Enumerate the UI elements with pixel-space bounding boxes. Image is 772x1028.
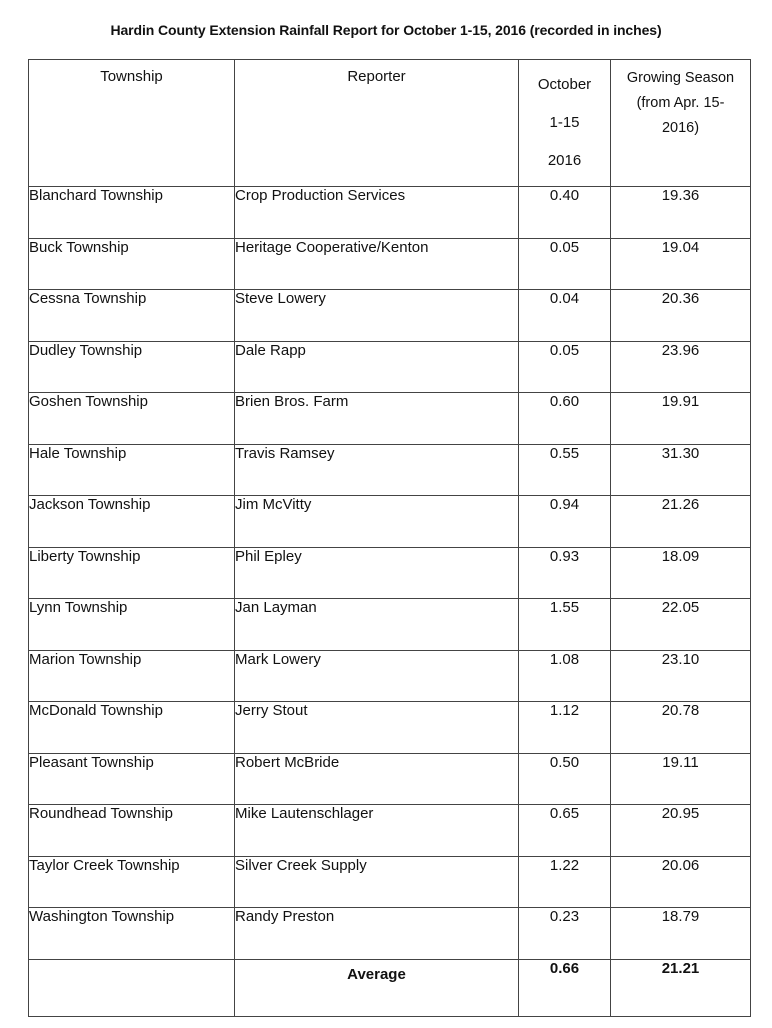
table-row — [29, 290, 751, 342]
growing-season-cell: 20.78 — [611, 702, 751, 754]
reporter-cell: Robert McBride — [235, 753, 519, 805]
header-township: Township — [29, 60, 235, 187]
average-october: 0.66 — [519, 959, 611, 1016]
average-label: Average — [235, 959, 519, 1016]
township-cell: Blanchard Township — [29, 187, 235, 239]
report-title: Hardin County Extension Rainfall Report for October 1-15, 2016 (recorded in inches) — [110, 22, 662, 38]
table-row — [29, 650, 751, 702]
growing-season-cell: 18.09 — [611, 547, 751, 599]
header-october-line: 1-15 — [549, 114, 580, 131]
growing-season-cell: 23.10 — [611, 650, 751, 702]
township-cell: Marion Township — [29, 650, 235, 702]
october-cell: 0.05 — [519, 341, 611, 393]
township-cell: Lynn Township — [29, 599, 235, 651]
reporter-cell: Crop Production Services — [235, 187, 519, 239]
township-cell: Cessna Township — [29, 290, 235, 342]
township-cell: Goshen Township — [29, 393, 235, 445]
growing-season-cell: 22.05 — [611, 599, 751, 651]
table-row — [29, 753, 751, 805]
township-cell: Washington Township — [29, 908, 235, 960]
growing-season-cell: 19.04 — [611, 238, 751, 290]
table-row — [29, 444, 751, 496]
october-cell: 0.94 — [519, 496, 611, 548]
header-october — [519, 60, 611, 187]
township-cell: Hale Township — [29, 444, 235, 496]
reporter-cell: Travis Ramsey — [235, 444, 519, 496]
october-cell: 0.23 — [519, 908, 611, 960]
township-cell: Jackson Township — [29, 496, 235, 548]
growing-season-cell: 18.79 — [611, 908, 751, 960]
growing-season-cell: 20.95 — [611, 805, 751, 857]
table-header-row — [29, 60, 751, 187]
average-empty-cell — [29, 959, 235, 1016]
october-cell: 1.22 — [519, 856, 611, 908]
table-row — [29, 187, 751, 239]
growing-season-cell: 21.26 — [611, 496, 751, 548]
average-growing: 21.21 — [611, 959, 751, 1016]
header-october-line: 2016 — [547, 152, 582, 169]
reporter-cell: Jim McVitty — [235, 496, 519, 548]
growing-season-cell: 19.91 — [611, 393, 751, 445]
growing-season-cell: 19.36 — [611, 187, 751, 239]
table-row — [29, 393, 751, 445]
reporter-cell: Randy Preston — [235, 908, 519, 960]
header-reporter: Reporter — [235, 60, 519, 187]
township-cell: Pleasant Township — [29, 753, 235, 805]
table-row — [29, 599, 751, 651]
reporter-cell: Dale Rapp — [235, 341, 519, 393]
township-cell: McDonald Township — [29, 702, 235, 754]
rainfall-table — [28, 59, 751, 1017]
table-row — [29, 238, 751, 290]
township-cell: Buck Township — [29, 238, 235, 290]
october-cell: 0.55 — [519, 444, 611, 496]
table-row — [29, 908, 751, 960]
reporter-cell: Phil Epley — [235, 547, 519, 599]
growing-season-cell: 23.96 — [611, 341, 751, 393]
table-row — [29, 341, 751, 393]
table-row — [29, 702, 751, 754]
average-row — [29, 959, 751, 1016]
table-row — [29, 547, 751, 599]
reporter-cell: Jerry Stout — [235, 702, 519, 754]
header-growing-line: Growing Season — [626, 70, 735, 86]
header-growing-line: (from Apr. 15- — [636, 95, 725, 111]
table-row — [29, 805, 751, 857]
october-cell: 0.65 — [519, 805, 611, 857]
reporter-cell: Mike Lautenschlager — [235, 805, 519, 857]
reporter-cell: Heritage Cooperative/Kenton — [235, 238, 519, 290]
october-cell: 1.55 — [519, 599, 611, 651]
october-cell: 0.04 — [519, 290, 611, 342]
october-cell: 0.50 — [519, 753, 611, 805]
growing-season-cell: 31.30 — [611, 444, 751, 496]
table-row — [29, 856, 751, 908]
october-cell: 0.60 — [519, 393, 611, 445]
township-cell: Liberty Township — [29, 547, 235, 599]
reporter-cell: Brien Bros. Farm — [235, 393, 519, 445]
reporter-cell: Mark Lowery — [235, 650, 519, 702]
october-cell: 0.05 — [519, 238, 611, 290]
growing-season-cell: 20.06 — [611, 856, 751, 908]
table-row — [29, 496, 751, 548]
october-cell: 0.93 — [519, 547, 611, 599]
reporter-cell: Silver Creek Supply — [235, 856, 519, 908]
header-growing-season — [611, 60, 751, 187]
october-cell: 1.12 — [519, 702, 611, 754]
township-cell: Dudley Township — [29, 341, 235, 393]
header-growing-line: 2016) — [661, 120, 700, 136]
growing-season-cell: 20.36 — [611, 290, 751, 342]
township-cell: Taylor Creek Township — [29, 856, 235, 908]
october-cell: 0.40 — [519, 187, 611, 239]
growing-season-cell: 19.11 — [611, 753, 751, 805]
header-october-line: October — [537, 76, 592, 93]
township-cell: Roundhead Township — [29, 805, 235, 857]
reporter-cell: Jan Layman — [235, 599, 519, 651]
reporter-cell: Steve Lowery — [235, 290, 519, 342]
october-cell: 1.08 — [519, 650, 611, 702]
